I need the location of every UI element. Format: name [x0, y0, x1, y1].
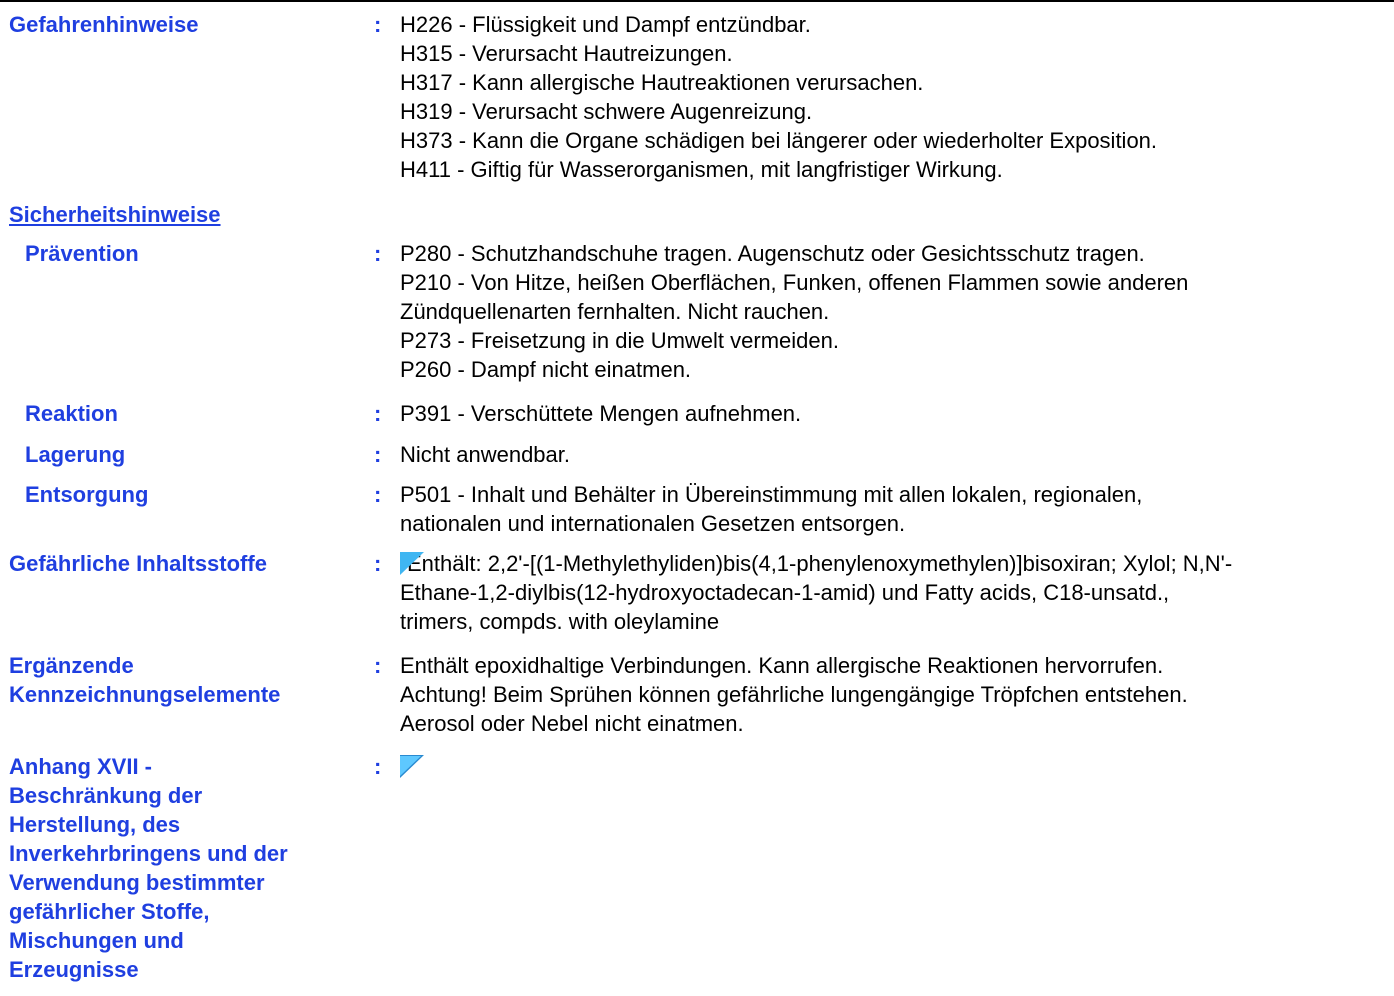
response-line: P391 - Verschüttete Mengen aufnehmen. [400, 401, 802, 426]
separator-colon: : [374, 442, 382, 467]
supplemental-labelling-label [9, 651, 349, 709]
hazardous-components-line [400, 549, 1385, 578]
disposal-value [400, 480, 1385, 538]
annex-xvii-label-line: Erzeugnisse [9, 957, 139, 982]
supplemental-labelling-value [400, 651, 1385, 738]
hazardous-components-label: Gefährliche Inhaltsstoffe [9, 551, 267, 576]
prevention-line: Zündquellenarten fernhalten. Nicht rauchen. [400, 299, 830, 324]
separator-colon: : [374, 551, 382, 576]
annex-xvii-label-line: Inverkehrbringens und der [9, 841, 288, 866]
annex-xvii-value [400, 752, 1385, 781]
separator-colon: : [374, 401, 382, 426]
annex-xvii-label-line: Herstellung, des [9, 812, 181, 837]
annex-xvii-label-line: Verwendung bestimmter [9, 870, 265, 895]
comment-flag-icon[interactable] [400, 552, 424, 575]
separator-colon: : [374, 241, 382, 266]
separator-colon: : [374, 12, 382, 37]
prevention-line: P210 - Von Hitze, heißen Oberflächen, Funken, offenen Flammen sowie anderen [400, 270, 1189, 295]
hazardous-components-line-text: Enthält: 2,2'-[(1-Methylethyliden)bis(4,1-phenylenoxymethylen)]bisoxiran; Xylol; N,N'- [407, 551, 1233, 576]
hazard-statements-value [400, 10, 1385, 184]
disposal-label: Entsorgung [25, 482, 149, 507]
hazard-statement-line: H315 - Verursacht Hautreizungen. [400, 41, 733, 66]
hazardous-components-line: Ethane-1,2-diylbis(12-hydroxyoctadecan-1-amid) und Fatty acids, C18-unsatd., [400, 580, 1170, 605]
prevention-value [400, 239, 1385, 384]
top-rule [0, 0, 1394, 2]
hazard-statement-line: H226 - Flüssigkeit und Dampf entzündbar. [400, 12, 811, 37]
disposal-line: nationalen und internationalen Gesetzen entsorgen. [400, 511, 906, 536]
hazard-statement-line: H317 - Kann allergische Hautreaktionen verursachen. [400, 70, 924, 95]
annex-xvii-label-line: Beschränkung der [9, 783, 203, 808]
hazardous-components-line: trimers, compds. with oleylamine [400, 609, 720, 634]
hazard-statement-line: H411 - Giftig für Wasserorganismen, mit langfristiger Wirkung. [400, 157, 1003, 182]
hazardous-components-value [400, 549, 1385, 636]
hazard-statement-line: H319 - Verursacht schwere Augenreizung. [400, 99, 813, 124]
prevention-line: P273 - Freisetzung in die Umwelt vermeiden. [400, 328, 839, 353]
comment-flag-icon[interactable] [400, 755, 424, 778]
supplemental-labelling-line: Aerosol oder Nebel nicht einatmen. [400, 711, 744, 736]
storage-line: Nicht anwendbar. [400, 442, 570, 467]
separator-colon: : [374, 754, 382, 779]
separator-colon: : [374, 653, 382, 678]
disposal-line: P501 - Inhalt und Behälter in Übereinstimmung mit allen lokalen, regionalen, [400, 482, 1143, 507]
supplemental-labelling-label-line: Kennzeichnungselemente [9, 682, 281, 707]
prevention-label: Prävention [25, 241, 139, 266]
annex-xvii-label-line: Anhang XVII - [9, 754, 152, 779]
supplemental-labelling-line: Enthält epoxidhaltige Verbindungen. Kann allergische Reaktionen hervorrufen. [400, 653, 1164, 678]
storage-label: Lagerung [25, 442, 126, 467]
prevention-line: P280 - Schutzhandschuhe tragen. Augenschutz oder Gesichtsschutz tragen. [400, 241, 1145, 266]
annex-xvii-label-line: gefährlicher Stoffe, [9, 899, 210, 924]
prevention-line: P260 - Dampf nicht einatmen. [400, 357, 692, 382]
response-value [400, 399, 1385, 428]
hazard-statement-line: H373 - Kann die Organe schädigen bei längerer oder wiederholter Exposition. [400, 128, 1158, 153]
separator-colon: : [374, 482, 382, 507]
storage-value [400, 440, 1385, 469]
hazard-statements-label: Gefahrenhinweise [9, 12, 199, 37]
supplemental-labelling-line: Achtung! Beim Sprühen können gefährliche lungengängige Tröpfchen entstehen. [400, 682, 1188, 707]
precautionary-statements-heading[interactable]: Sicherheitshinweise [9, 202, 221, 227]
annex-xvii-label [9, 752, 349, 984]
supplemental-labelling-label-line: Ergänzende [9, 653, 134, 678]
response-label: Reaktion [25, 401, 118, 426]
annex-xvii-label-line: Mischungen und [9, 928, 184, 953]
